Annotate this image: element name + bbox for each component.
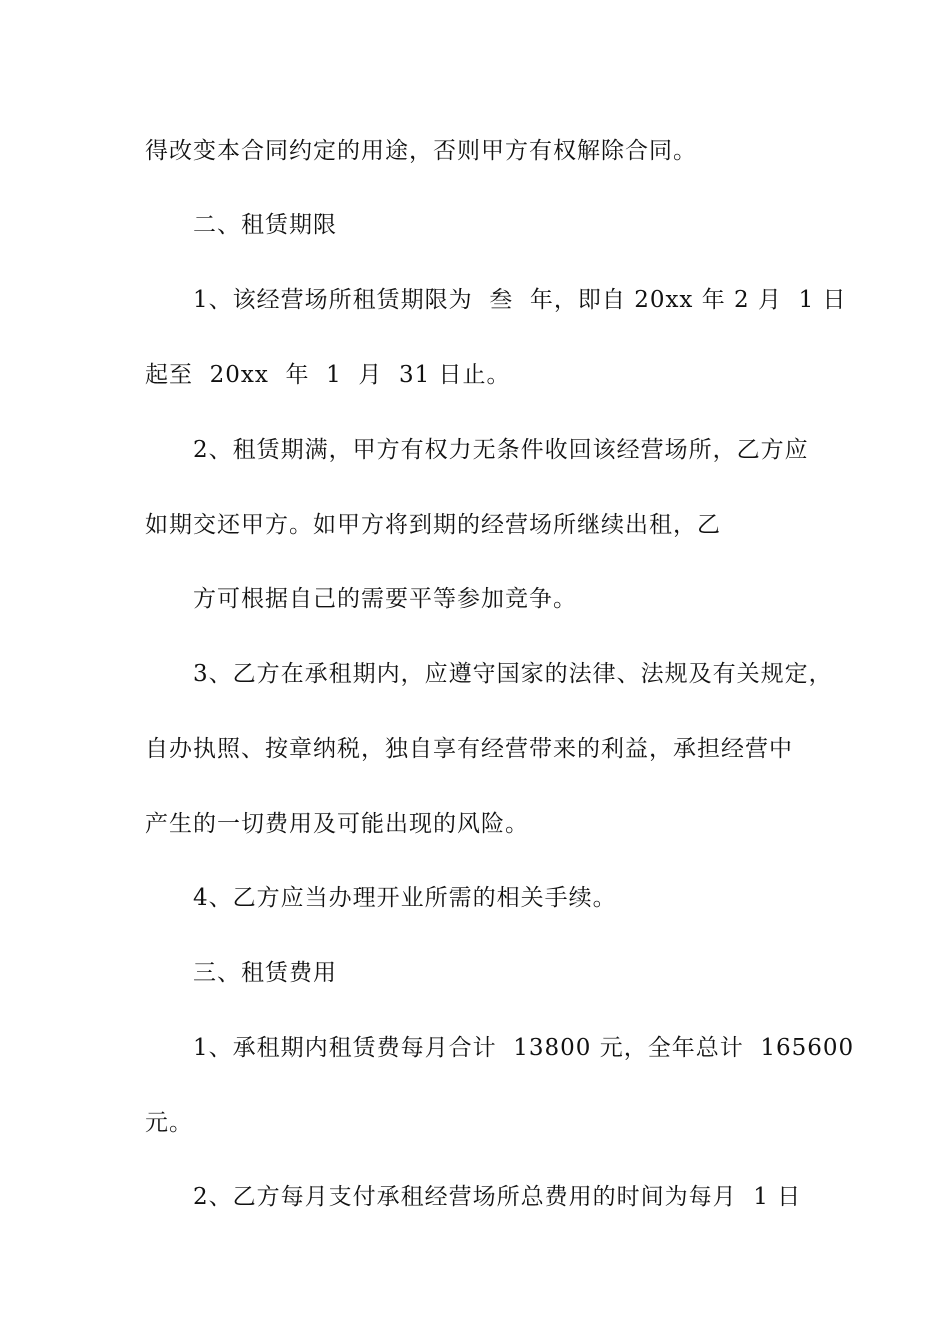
text-line-1: 得改变本合同约定的用途，否则甲方有权解除合同。	[145, 138, 697, 164]
section-heading-lease-term: 二、租赁期限	[193, 212, 337, 238]
text-line-6: 如期交还甲方。如甲方将到期的经营场所继续出租，乙	[145, 512, 721, 538]
section-heading-lease-fees: 三、租赁费用	[193, 960, 337, 986]
text-line-4: 起至 20xx 年 1 月 31 日止。	[145, 362, 511, 388]
text-line-15: 2、乙方每月支付承租经营场所总费用的时间为每月 1 日	[193, 1184, 802, 1210]
text-line-10: 产生的一切费用及可能出现的风险。	[145, 811, 529, 837]
text-line-11: 4、乙方应当办理开业所需的相关手续。	[193, 885, 617, 911]
text-line-9: 自办执照、按章纳税，独自享有经营带来的利益，承担经营中	[145, 736, 793, 762]
text-line-14: 元。	[145, 1110, 193, 1136]
text-line-3: 1、该经营场所租赁期限为 叁 年，即自 20xx 年 2 月 1 日	[193, 287, 847, 313]
text-line-8: 3、乙方在承租期内，应遵守国家的法律、法规及有关规定，	[193, 661, 833, 687]
text-line-13: 1、承租期内租赁费每月合计 13800 元，全年总计 165600	[193, 1035, 855, 1061]
text-line-7: 方可根据自己的需要平等参加竞争。	[193, 586, 577, 612]
text-line-5: 2、租赁期满，甲方有权力无条件收回该经营场所，乙方应	[193, 437, 809, 463]
